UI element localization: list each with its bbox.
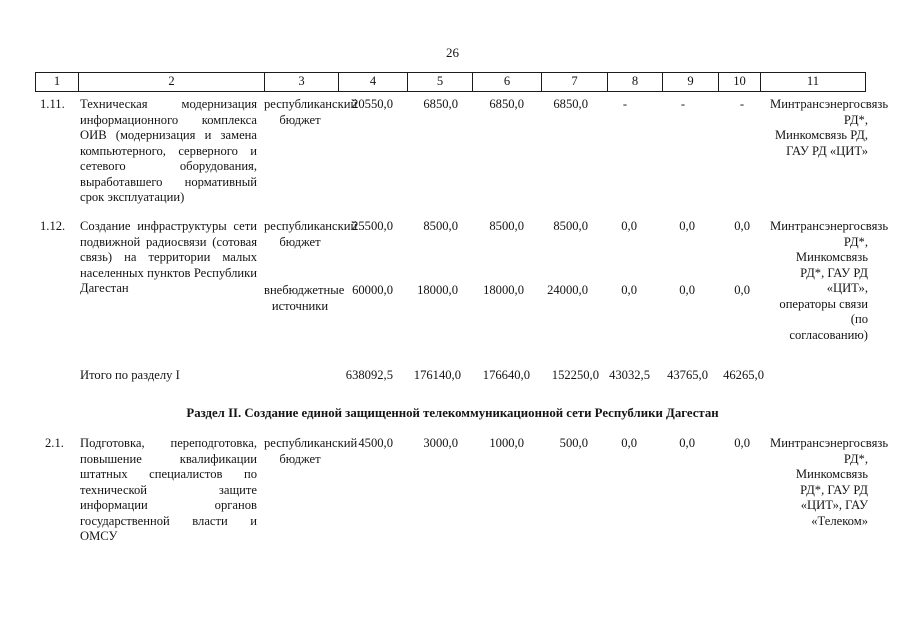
measure-description: Создание инфраструктуры сети подвижной радиосвязи (сотовая связь) на территории малых населенных пунктов Республики Дагестан bbox=[80, 219, 257, 295]
responsible-executors: Минтрансэнергосвязь РД*, Минкомсвязь РД*, ГАУ РД «ЦИТ», ГАУ «Телеком» bbox=[770, 436, 889, 528]
section-title: Раздел II. Создание единой защищенной телекоммуникационной сети Республики Дагестан bbox=[186, 406, 719, 420]
value-year-4: - bbox=[622, 97, 628, 111]
responsible-executors: Минтрансэнергосвязь РД*, Минкомсвязь РД, ГАУ РД «ЦИТ» bbox=[770, 97, 889, 158]
column-header-9: 9 bbox=[663, 73, 719, 92]
funding-source-extrabudgetary: внебюджетные источники bbox=[264, 283, 345, 313]
value-year-5: 0,0 bbox=[679, 283, 695, 297]
value-year-3: 6850,0 bbox=[553, 97, 588, 111]
column-header-6: 6 bbox=[473, 73, 542, 92]
value-year-2: 1000,0 bbox=[489, 436, 524, 450]
value-year-2: 176640,0 bbox=[482, 368, 530, 382]
value-year-1: 176140,0 bbox=[413, 368, 461, 382]
value-year-5: - bbox=[680, 97, 686, 111]
value-year-1: 3000,0 bbox=[423, 436, 458, 450]
responsible-executors: Минтрансэнергосвязь РД*, Минкомсвязь РД*, ГАУ РД «ЦИТ», операторы связи (по согласованию) bbox=[770, 219, 889, 342]
value-total: 20550,0 bbox=[352, 97, 393, 111]
column-header-5: 5 bbox=[408, 73, 473, 92]
total-label: Итого по разделу I bbox=[80, 368, 180, 382]
value-year-3: 8500,0 bbox=[553, 219, 588, 233]
column-header-7: 7 bbox=[542, 73, 608, 92]
value-year-5: 43765,0 bbox=[667, 368, 708, 382]
value-year-2: 8500,0 bbox=[489, 219, 524, 233]
row-number: 1.12. bbox=[40, 219, 66, 233]
column-header-3: 3 bbox=[265, 73, 339, 92]
page-number: 26 bbox=[446, 45, 459, 60]
value-year-4: 0,0 bbox=[621, 219, 637, 233]
value-year-1: 18000,0 bbox=[417, 283, 458, 297]
value-year-6: 46265,0 bbox=[723, 368, 764, 382]
column-header-10: 10 bbox=[719, 73, 761, 92]
measure-description: Подготовка, переподготовка, повышение квалификации штатных специалистов по технической защите информации органов государственной власти и ОМСУ bbox=[80, 436, 257, 543]
funding-source: республиканский бюджет bbox=[264, 97, 358, 127]
value-year-6: 0,0 bbox=[734, 436, 750, 450]
measure-description: Техническая модернизация информационного комплекса ОИВ (модернизация и замена компьютерного, серверного и сетевого оборудования, выработавшего нормативный срок эксплуатации) bbox=[80, 97, 257, 204]
value-year-5: 0,0 bbox=[679, 436, 695, 450]
column-number-header bbox=[35, 72, 866, 92]
value-year-5: 0,0 bbox=[679, 219, 695, 233]
column-header-2: 2 bbox=[79, 73, 265, 92]
column-header-8: 8 bbox=[608, 73, 663, 92]
value-year-4: 43032,5 bbox=[609, 368, 650, 382]
funding-source: республиканский бюджет bbox=[264, 436, 358, 466]
value-total: 25500,0 bbox=[352, 219, 393, 233]
value-year-2: 6850,0 bbox=[489, 97, 524, 111]
column-header-11: 11 bbox=[761, 73, 866, 92]
value-year-3: 24000,0 bbox=[547, 283, 588, 297]
value-year-4: 0,0 bbox=[621, 436, 637, 450]
value-total: 4500,0 bbox=[358, 436, 393, 450]
column-header-1: 1 bbox=[36, 73, 79, 92]
value-year-6: - bbox=[739, 97, 745, 111]
value-year-3: 500,0 bbox=[559, 436, 588, 450]
value-year-4: 0,0 bbox=[621, 283, 637, 297]
value-year-6: 0,0 bbox=[734, 283, 750, 297]
row-number: 2.1. bbox=[45, 436, 64, 450]
value-total: 638092,5 bbox=[345, 368, 393, 382]
value-year-2: 18000,0 bbox=[483, 283, 524, 297]
column-header-4: 4 bbox=[339, 73, 408, 92]
funding-source-budget: республиканский бюджет bbox=[264, 219, 358, 249]
value-year-6: 0,0 bbox=[734, 219, 750, 233]
row-number: 1.11. bbox=[40, 97, 65, 111]
value-year-1: 8500,0 bbox=[423, 219, 458, 233]
value-year-3: 152250,0 bbox=[551, 368, 599, 382]
value-year-1: 6850,0 bbox=[423, 97, 458, 111]
value-total: 60000,0 bbox=[352, 283, 393, 297]
